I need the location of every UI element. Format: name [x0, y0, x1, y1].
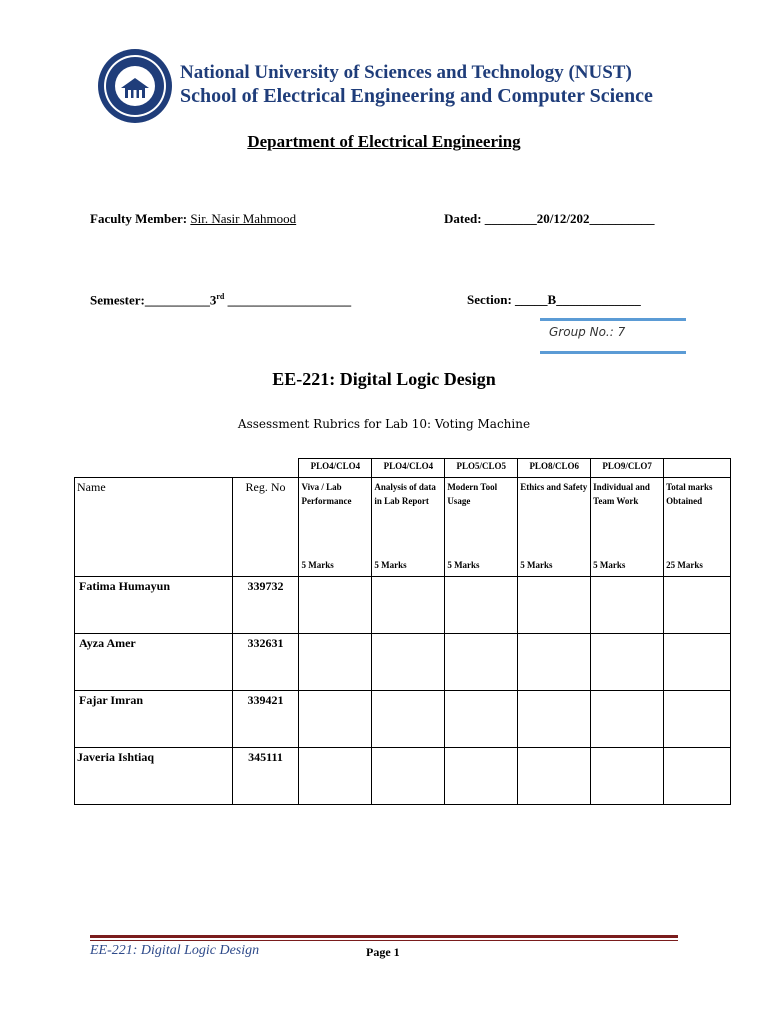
criterion-analysis	[372, 478, 445, 577]
criterion-viva	[299, 478, 372, 577]
mark-cell	[591, 691, 664, 748]
table-row	[75, 748, 731, 805]
plo-header	[664, 459, 731, 478]
school-name: School of Electrical Engineering and Computer Science	[180, 85, 653, 107]
dated-value: ________20/12/202__________	[484, 211, 655, 226]
criterion-label: Individual and Team Work	[593, 482, 650, 506]
criterion-label: Modern Tool Usage	[447, 482, 498, 506]
mark-cell	[664, 748, 731, 805]
mark-cell	[445, 634, 518, 691]
rubric-table	[74, 458, 731, 805]
criterion-marks: 5 Marks	[447, 560, 480, 570]
student-name: Fatima Humayun	[75, 577, 233, 634]
semester-field	[90, 292, 351, 308]
page-number: Page 1	[366, 945, 400, 959]
faculty-field	[90, 211, 296, 227]
name-header: Name	[75, 478, 233, 577]
plo-header: PLO5/CLO5	[445, 459, 518, 478]
plo-row	[75, 459, 731, 478]
mark-cell	[372, 691, 445, 748]
footer-rule	[90, 935, 678, 938]
plo-header: PLO4/CLO4	[372, 459, 445, 478]
footer-course: EE-221: Digital Logic Design	[90, 943, 260, 958]
criteria-row	[75, 478, 731, 577]
criterion-label: Analysis of data in Lab Report	[374, 482, 436, 506]
mark-cell	[445, 577, 518, 634]
criterion-ethics	[518, 478, 591, 577]
table-row	[75, 634, 731, 691]
dated-field	[444, 211, 655, 227]
semester-value: __________3	[144, 292, 217, 308]
semester-label: Semester:	[90, 292, 145, 308]
semester-suffix: rd	[216, 292, 225, 301]
mark-cell	[299, 748, 372, 805]
mark-cell	[591, 577, 664, 634]
criterion-label: Ethics and Safety	[520, 482, 588, 492]
mark-cell	[664, 634, 731, 691]
student-name: Javeria Ishtiaq	[75, 748, 233, 805]
student-reg: 339732	[232, 577, 299, 634]
blank-cell	[75, 459, 233, 478]
semester-underline: ___________________	[224, 292, 352, 308]
criterion-label: Total marks Obtained	[666, 482, 713, 506]
reg-header: Reg. No	[232, 478, 299, 577]
group-number: Group No.: 7	[549, 325, 626, 339]
mark-cell	[299, 634, 372, 691]
mark-cell	[299, 691, 372, 748]
mark-cell	[518, 634, 591, 691]
mark-cell	[518, 691, 591, 748]
table-row	[75, 577, 731, 634]
mark-cell	[664, 577, 731, 634]
table-row	[75, 691, 731, 748]
mark-cell	[518, 577, 591, 634]
blank-cell	[232, 459, 299, 478]
student-reg: 339421	[232, 691, 299, 748]
group-rule-bottom	[540, 351, 686, 354]
nust-logo	[97, 48, 173, 124]
criterion-marks: 5 Marks	[301, 560, 334, 570]
course-title: EE-221: Digital Logic Design	[272, 369, 496, 389]
mark-cell	[591, 634, 664, 691]
dated-label: Dated:	[444, 211, 482, 226]
mark-cell	[591, 748, 664, 805]
university-name: National University of Sciences and Technology (NUST)	[180, 62, 632, 83]
footer-rule-thin	[90, 940, 678, 941]
section-field	[467, 292, 641, 308]
criterion-marks: 5 Marks	[374, 560, 407, 570]
department-title: Department of Electrical Engineering	[247, 132, 521, 151]
student-name: Ayza Amer	[75, 634, 233, 691]
mark-cell	[445, 748, 518, 805]
mark-cell	[299, 577, 372, 634]
plo-header: PLO4/CLO4	[299, 459, 372, 478]
mark-cell	[372, 634, 445, 691]
student-reg: 332631	[232, 634, 299, 691]
criterion-label: Viva / Lab Performance	[301, 482, 352, 506]
section-label: Section:	[467, 292, 512, 307]
plo-header: PLO9/CLO7	[591, 459, 664, 478]
faculty-value: Sir. Nasir Mahmood	[190, 211, 297, 226]
criterion-marks: 25 Marks	[666, 560, 703, 570]
criterion-marks: 5 Marks	[593, 560, 626, 570]
section-value: _____B_____________	[515, 292, 641, 307]
criterion-teamwork	[591, 478, 664, 577]
criterion-total	[664, 478, 731, 577]
plo-header: PLO8/CLO6	[518, 459, 591, 478]
student-name: Fajar Imran	[75, 691, 233, 748]
mark-cell	[445, 691, 518, 748]
group-rule-top	[540, 318, 686, 321]
mark-cell	[518, 748, 591, 805]
criterion-marks: 5 Marks	[520, 560, 553, 570]
mark-cell	[664, 691, 731, 748]
mark-cell	[372, 577, 445, 634]
student-reg: 345111	[232, 748, 299, 805]
assessment-subtitle: Assessment Rubrics for Lab 10: Voting Machine	[237, 417, 531, 431]
faculty-label: Faculty Member:	[90, 211, 188, 226]
criterion-modern-tool	[445, 478, 518, 577]
mark-cell	[372, 748, 445, 805]
